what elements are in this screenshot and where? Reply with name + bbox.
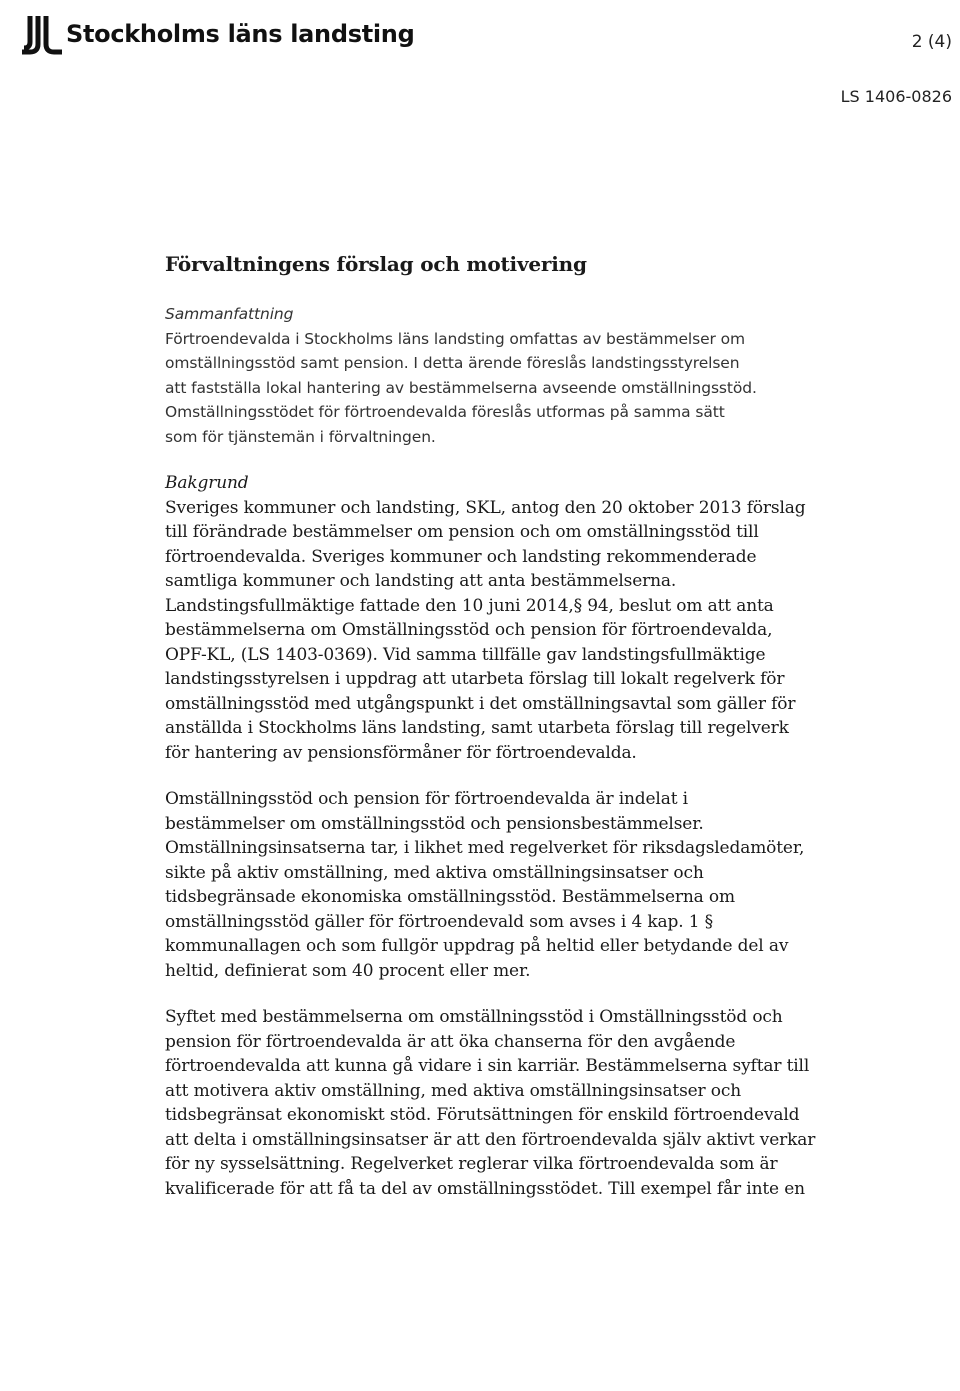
paragraph-line: kommunallagen och som fullgör uppdrag på heltid eller betydande del av	[165, 936, 789, 956]
background-line: anställda i Stockholms läns landsting, samt utarbeta förslag till regelverk	[165, 718, 789, 738]
summary-subheading: Sammanfattning	[165, 305, 294, 323]
paragraph-line: heltid, definierat som 40 procent eller mer.	[165, 960, 531, 981]
page-number: 2 (4)	[911, 32, 952, 52]
background-section	[165, 471, 825, 765]
paragraph-line: förtroendevalda att kunna gå vidare i sin karriär. Bestämmelserna syftar till	[165, 1056, 810, 1076]
background-line: landstingsstyrelsen i uppdrag att utarbeta förslag till lokalt regelverk för	[165, 669, 785, 689]
summary-line: Förtroendevalda i Stockholms läns landsting omfattas av bestämmelser om	[165, 329, 746, 348]
background-line: bestämmelserna om Omställningsstöd och pension för förtroendevalda,	[165, 620, 773, 640]
paragraph-line: Omställningsstöd och pension för förtroendevalda är indelat i	[165, 789, 688, 809]
summary-section	[165, 302, 825, 449]
section-heading: Förvaltningens förslag och motivering	[165, 252, 587, 276]
document-reference: LS 1406-0826	[840, 87, 952, 106]
document-body	[165, 252, 825, 1223]
paragraph-3	[165, 1005, 825, 1201]
paragraph-line: bestämmelser om omställningsstöd och pensionsbestämmelser.	[165, 813, 704, 834]
paragraph-line: kvalificerade för att få ta del av omställningsstödet. Till exempel får inte en	[165, 1178, 805, 1199]
paragraph-2	[165, 787, 825, 983]
sll-logo-icon	[22, 12, 62, 56]
paragraph-line: att motivera aktiv omställning, med aktiva omställningsinsatser och	[165, 1080, 742, 1101]
background-line: Landstingsfullmäktige fattade den 10 juni 2014,§ 94, beslut om att anta	[165, 595, 774, 616]
paragraph-line: Omställningsinsatserna tar, i likhet med regelverket för riksdagsledamöter,	[165, 838, 805, 858]
summary-line: som för tjänstemän i förvaltningen.	[165, 427, 436, 446]
paragraph-line: pension för förtroendevalda är att öka chanserna för den avgående	[165, 1031, 736, 1052]
background-line: förtroendevalda. Sveriges kommuner och landsting rekommenderade	[165, 546, 757, 567]
summary-line: Omställningsstödet för förtroendevalda föreslås utformas på samma sätt	[165, 403, 725, 421]
summary-line: att fastställa lokal hantering av bestämmelserna avseende omställningsstöd.	[165, 378, 757, 397]
summary-line: omställningsstöd samt pension. I detta ärende föreslås landstingsstyrelsen	[165, 354, 740, 372]
background-line: Sveriges kommuner och landsting, SKL, antog den 20 oktober 2013 förslag	[165, 497, 806, 518]
paragraph-line: Syftet med bestämmelserna om omställningsstöd i Omställningsstöd och	[165, 1007, 783, 1027]
paragraph-line: omställningsstöd gäller för förtroendevald som avses i 4 kap. 1 §	[165, 911, 714, 932]
background-subheading: Bakgrund	[165, 473, 249, 493]
background-line: för hantering av pensionsförmåner för förtroendevalda.	[165, 742, 637, 763]
background-line: omställningsstöd med utgångspunkt i det omställningsavtal som gäller för	[165, 693, 796, 714]
header-logo	[22, 12, 414, 56]
paragraph-line: att delta i omställningsinsatser är att den förtroendevalda själv aktivt verkar	[165, 1129, 816, 1150]
paragraph-line: tidsbegränsat ekonomiskt stöd. Förutsättningen för enskild förtroendevald	[165, 1105, 800, 1125]
org-name: Stockholms läns landsting	[66, 20, 415, 48]
paragraph-line: tidsbegränsade ekonomiska omställningsstöd. Bestämmelserna om	[165, 887, 735, 907]
background-line: OPF-KL, (LS 1403-0369). Vid samma tillfälle gav landstingsfullmäktige	[165, 644, 766, 665]
paragraph-line: sikte på aktiv omställning, med aktiva omställningsinsatser och	[165, 862, 704, 883]
background-line: till förändrade bestämmelser om pension och om omställningsstöd till	[165, 522, 759, 542]
paragraph-line: för ny sysselsättning. Regelverket reglerar vilka förtroendevalda som är	[165, 1154, 778, 1174]
background-line: samtliga kommuner och landsting att anta bestämmelserna.	[165, 571, 677, 591]
